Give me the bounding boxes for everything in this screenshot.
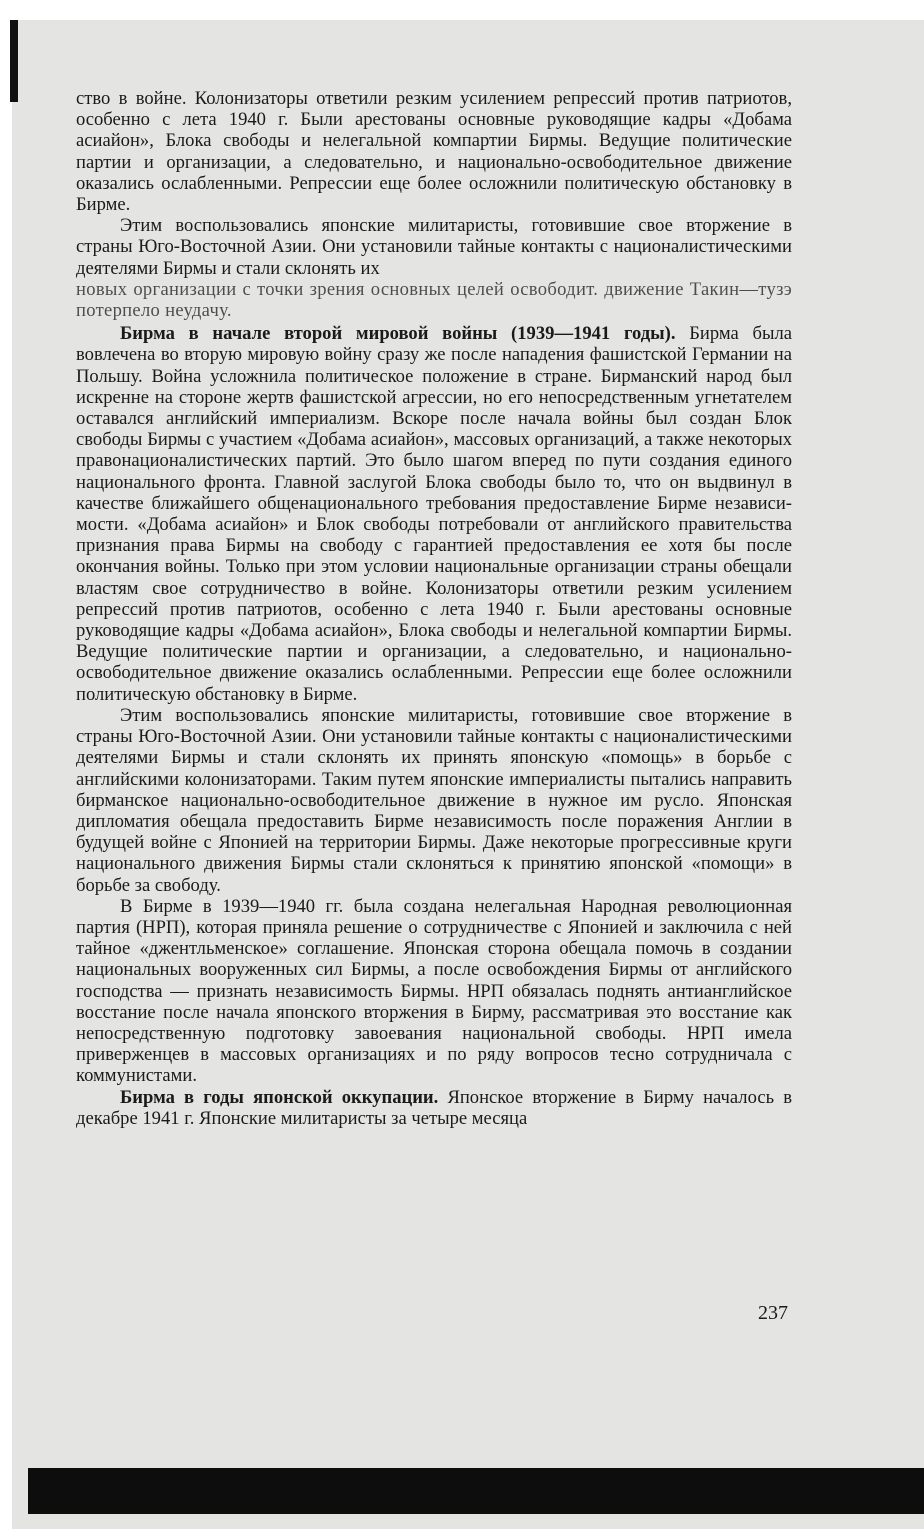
paragraph: Этим воспользовались японские милитаристы, готовившие свое вторжение в страны Юго-Восточной Азии. Они установили тайные контакты с националистическими деятелями Бирмы и стали склонять их принять японскую «помощь» в борьбе с английскими колонизаторами. Таким путем японские империалисты пытались направить бирманское национально-освободительное движение в нужное им русло. Японская дипломатия обещала предоставить Бирме независимость после поражения Англии в будущей войне с Японией на территории Бирмы. Даже некоторые прогрессивные круги национального движения Бирмы стали склоняться к принятию японской «помощи» в борьбе за свободу. — [76, 704, 792, 896]
paragraph: Этим воспользовались японские милитаристы, готовившие свое вторжение в страны Юго-Восточной Азии. Они установили тайные контакты с националистическими деятелями Бирмы и стали склонять их — [76, 215, 792, 279]
paragraph: Бирма в начале второй мировой войны (1939—1941 годы). Бирма была вовлечена во вторую мировую войну сразу же после нападения фашистской Германии на Польшу. Война усложнила политическое положение в стране. Бирманский народ был искренне на стороне жертв фашистской агрессии, но его непосредственным угнетателем оставался английский империализм. Вскоре после начала войны был создан Блок свободы Бирмы с участием «Добама асиайон», массовых организаций, а также некоторых правонационалистических партий. Это было шагом вперед по пути создания единого национального фронта. Главной заслугой Блока свободы было то, что он выдвинул в качестве ближайшего общенационального требования предоставление Бирме независимости. «Добама асиайон» и Блок свободы потребовали от английского правительства признания права Бирмы на свободу с гарантией предоставления ее хотя бы после окончания войны. Только при этом условии национальные организации страны обещали властям свое сотрудничество в войне. Колонизаторы ответили резким усилением репрессий против патриотов, особенно с лета 1940 г. Были арестованы основные руководящие кадры «Добама асиайон», Блока свободы и нелегальной компартии Бирмы. Ведущие политические партии и организации, а следовательно, и национально-освободительное движение оказались ослабленными. Репрессии еще более осложнили политическую обстановку в Бирме. — [76, 323, 792, 705]
page-number: 237 — [758, 1302, 788, 1324]
scan-bottom-edge — [28, 1468, 924, 1514]
paragraph-faded: новых организации с точки зрения основных целей освободит. движение Такин—тузэ потерпело неудачу. — [76, 278, 792, 322]
scan-edge-shadow — [10, 20, 18, 102]
page-text — [76, 88, 792, 1129]
paragraph: ство в войне. Колонизаторы ответили резким усилением репрессий против патриотов, особенно с лета 1940 г. Были арестованы основные руководящие кадры «Добама асиайон», Блока свободы и нелегальной компартии Бирмы. Ведущие политические партии и организации, а следовательно, и национально-освободительное движение оказались ослабленными. Репрессии еще более осложнили политическую обстановку в Бирме. — [76, 88, 792, 216]
paragraph: Бирма в годы японской оккупации. Японское вторжение в Бирму началось в декабре 1941 г. Японские милитаристы за четыре месяца — [76, 1086, 792, 1129]
section-heading: Бирма в годы японской оккупации. — [120, 1086, 439, 1108]
section-heading: Бирма в начале второй мировой войны (1939—1941 годы). — [120, 323, 676, 345]
paragraph: В Бирме в 1939—1940 гг. была создана нелегальная Народная революционная партия (НРП), которая приняла решение о сотрудничестве с Японией и заключила с ней тайное «джентльменское» соглашение. Японская сторона обещала помочь в создании национальных вооруженных сил Бирмы, а после освобождения Бирмы от английского господства — признать независимость Бирмы. НРП обязалась поднять антианглийское восстание после начала японского вторжения в Бирму, рассматривая это восстание как непосредственную подготовку завоевания национальной свободы. НРП имела приверженцев в массовых организациях и по ряду вопросов тесно сотрудничала с коммунистами. — [76, 895, 792, 1087]
